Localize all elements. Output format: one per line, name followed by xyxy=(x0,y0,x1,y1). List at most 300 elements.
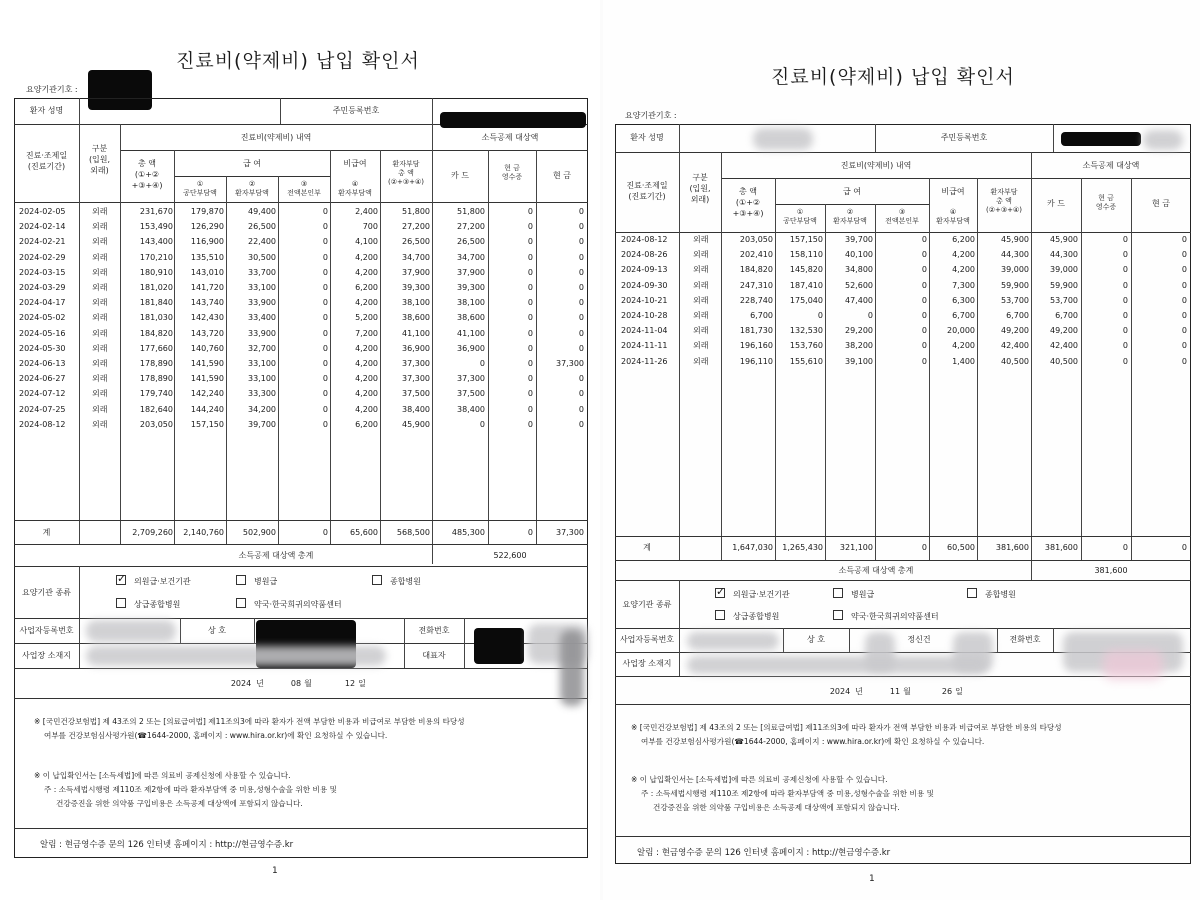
cell-patient-total: 39,300 xyxy=(402,283,430,292)
cell-patient-total: 42,400 xyxy=(1001,341,1029,351)
sum-row xyxy=(603,541,1200,555)
cell-patient: 39,700 xyxy=(845,235,873,244)
redaction-blur xyxy=(560,630,584,706)
table-row xyxy=(603,263,1200,277)
cell-full-self: 0 xyxy=(921,356,927,366)
cell-cash-receipt: 0 xyxy=(527,389,533,399)
cell-card: 40,500 xyxy=(1050,356,1078,366)
cell-patient-total: 36,900 xyxy=(402,343,430,353)
cell-card: 0 xyxy=(479,419,485,429)
checkbox-hospital[interactable] xyxy=(236,575,246,585)
card-header: 카 드 xyxy=(451,171,469,180)
cell-public: 132,530 xyxy=(789,326,823,336)
cell-patient: 30,500 xyxy=(248,252,276,262)
cell-date: 2024-08-12 xyxy=(19,419,66,429)
cell-patient: 38,200 xyxy=(845,341,873,351)
cell-date: 2024-05-16 xyxy=(19,328,66,338)
table-row xyxy=(0,296,600,310)
cell-cash-receipt: 0 xyxy=(527,222,533,232)
cell-patient: 33,100 xyxy=(248,374,276,384)
cell-public: 153,760 xyxy=(789,341,823,351)
cell-patient-total: 38,400 xyxy=(402,404,430,414)
cell-date: 2024-08-26 xyxy=(621,250,668,260)
deduct-total-label: 소득공제 대상액 총계 xyxy=(238,551,314,560)
cell-total: 196,160 xyxy=(739,341,773,351)
cell-cash-receipt: 0 xyxy=(527,252,533,262)
cell-card: 34,700 xyxy=(457,252,485,262)
cell-date: 2024-02-14 xyxy=(19,222,66,232)
cell-full-self: 0 xyxy=(322,359,328,368)
cell-full-self: 0 xyxy=(322,267,328,277)
note-2b: 주 : 소득세법시행령 제110조 제2항에 따라 환자부담액 중 미용,성형수술을 위한 비용 및 xyxy=(44,785,337,794)
cell-type: 외래 xyxy=(92,222,108,232)
sum-patient: 502,900 xyxy=(242,528,276,537)
check-icon: ✓ xyxy=(716,585,726,598)
cell-full-self: 0 xyxy=(322,283,328,292)
cell-patient-total: 37,300 xyxy=(402,374,430,384)
firm-label: 상 호 xyxy=(807,635,825,644)
card-header: 카 드 xyxy=(1047,199,1065,208)
cell-date: 2024-09-30 xyxy=(621,280,668,290)
cell-total: 202,410 xyxy=(739,250,773,260)
cell-full-self: 0 xyxy=(322,252,328,262)
cell-public: 135,510 xyxy=(190,252,224,262)
table-row xyxy=(603,339,1200,353)
cell-date: 2024-11-04 xyxy=(621,326,668,336)
cell-total: 177,660 xyxy=(139,343,173,353)
rep-label: 대표자 xyxy=(422,651,446,660)
cell-date: 2024-10-21 xyxy=(621,295,668,305)
cell-full-self: 0 xyxy=(921,280,927,290)
cell-nb-patient: 7,200 xyxy=(355,328,378,338)
cell-total: 178,890 xyxy=(139,359,173,368)
benefit-header: 급 여 xyxy=(243,159,261,168)
cash-header: 현 금 xyxy=(553,171,571,180)
sum-card: 485,300 xyxy=(451,528,485,537)
cell-full-self: 0 xyxy=(322,374,328,384)
cell-date: 2024-10-28 xyxy=(621,311,668,320)
cell-type: 외래 xyxy=(92,374,108,384)
table-row xyxy=(0,311,600,325)
cell-cash-receipt: 0 xyxy=(527,267,533,277)
cell-cash-receipt: 0 xyxy=(527,298,533,308)
full-self-header: ③ 전액본인부 xyxy=(287,180,321,197)
cell-cash-receipt: 0 xyxy=(1122,326,1128,336)
patient-burden-header: ② 환자부담액 xyxy=(235,180,269,197)
cell-cash: 0 xyxy=(1181,280,1187,290)
cell-patient: 52,600 xyxy=(845,280,873,290)
cell-nb-patient: 5,200 xyxy=(355,313,378,323)
sum-cash: 37,300 xyxy=(556,528,584,537)
note-2a: ※ 이 납입확인서는 [소득세법]에 따른 의료비 공제신청에 사용할 수 있습니다. xyxy=(34,771,291,780)
cell-nb-patient: 4,200 xyxy=(355,267,378,277)
cell-patient-total: 37,300 xyxy=(402,359,430,368)
table-row xyxy=(0,372,600,386)
cell-total: 184,820 xyxy=(739,265,773,275)
cell-nb-patient: 4,200 xyxy=(355,343,378,353)
cell-total: 153,490 xyxy=(139,222,173,232)
sum-cash: 0 xyxy=(1181,543,1187,552)
cell-cash: 0 xyxy=(578,404,584,414)
opt-general-label: 종합병원 xyxy=(390,577,421,586)
cell-cash: 0 xyxy=(578,237,584,247)
cell-full-self: 0 xyxy=(322,343,328,353)
cell-card: 42,400 xyxy=(1050,341,1078,351)
cell-patient-total: 45,900 xyxy=(1001,235,1029,244)
cell-nb-patient: 6,200 xyxy=(952,235,975,244)
cell-type: 외래 xyxy=(693,265,709,275)
alim-note: 알림 : 현금영수증 문의 126 인터넷 홈페이지 : http://현금영수증.kr xyxy=(637,848,891,858)
redaction-block xyxy=(440,112,586,128)
cell-type: 외래 xyxy=(92,389,108,399)
checkbox-clinic[interactable] xyxy=(116,572,127,585)
cell-public: 142,430 xyxy=(190,313,224,323)
cell-full-self: 0 xyxy=(322,222,328,232)
cell-total: 178,890 xyxy=(139,374,173,384)
cell-public: 179,870 xyxy=(190,207,224,216)
issue-day: 26 xyxy=(941,687,953,696)
sum-public: 1,265,430 xyxy=(782,543,823,552)
sum-patient: 321,100 xyxy=(839,543,873,552)
cell-patient: 33,700 xyxy=(248,267,276,277)
cell-date: 2024-02-05 xyxy=(19,207,66,216)
cell-cash-receipt: 0 xyxy=(1122,341,1128,351)
sum-cash-receipt: 0 xyxy=(527,528,533,537)
patient-total-header: 환자부담 총 액 (②+③+④) xyxy=(985,188,1023,214)
cell-type: 외래 xyxy=(693,295,709,305)
non-benefit-header: 비급여 xyxy=(343,159,367,168)
redaction-blur xyxy=(86,620,176,642)
cell-public: 157,150 xyxy=(190,419,224,429)
cell-nb-patient: 7,300 xyxy=(952,280,975,290)
cell-full-self: 0 xyxy=(921,326,927,336)
cell-patient-total: 40,500 xyxy=(1001,356,1029,366)
cell-cash: 0 xyxy=(578,313,584,323)
firm-label: 상 호 xyxy=(208,626,226,635)
cell-full-self: 0 xyxy=(322,313,328,323)
type-column-header: 구분 (입원, 외래) xyxy=(88,144,111,175)
table-row xyxy=(603,233,1200,247)
cell-nb-patient: 4,200 xyxy=(355,359,378,368)
cell-full-self: 0 xyxy=(322,389,328,399)
cell-patient: 33,100 xyxy=(248,283,276,292)
patient-name-label: 환자 성명 xyxy=(630,133,664,142)
cell-patient-total: 26,500 xyxy=(402,237,430,247)
issue-day: 12 xyxy=(344,679,356,688)
cell-full-self: 0 xyxy=(921,265,927,275)
table-row xyxy=(0,403,600,417)
cell-cash: 0 xyxy=(578,374,584,384)
cell-type: 외래 xyxy=(693,341,709,351)
cell-patient: 47,400 xyxy=(845,295,873,305)
opt-pharmacy-label: 약국·한국희귀의약품센터 xyxy=(851,612,939,621)
issue-month: 08 xyxy=(290,679,302,688)
sum-row xyxy=(0,526,600,540)
cell-date: 2024-06-27 xyxy=(19,374,66,384)
cell-date: 2024-11-11 xyxy=(621,341,668,351)
cash-receipt-header: 현 금 영수증 xyxy=(501,164,523,181)
deduct-total-value: 522,600 xyxy=(493,551,527,560)
cell-type: 외래 xyxy=(92,404,108,414)
sum-row-label: 계 xyxy=(643,543,651,552)
table-row xyxy=(0,220,600,234)
cell-type: 외래 xyxy=(92,252,108,262)
redaction-blur xyxy=(1143,130,1183,150)
cell-total: 181,840 xyxy=(139,298,173,308)
table-row xyxy=(603,294,1200,308)
document-title: 진료비(약제비) 납입 확인서 xyxy=(771,66,1015,88)
cell-date: 2024-11-26 xyxy=(621,356,668,366)
day-suffix: 일 xyxy=(358,679,366,688)
cell-date: 2024-03-29 xyxy=(19,283,66,292)
cell-total: 231,670 xyxy=(139,207,173,216)
cell-type: 외래 xyxy=(693,326,709,336)
cell-cash: 0 xyxy=(1181,295,1187,305)
cell-cash-receipt: 0 xyxy=(1122,280,1128,290)
cell-full-self: 0 xyxy=(921,250,927,260)
full-self-header: ③ 전액본인부 xyxy=(885,208,919,225)
cell-total: 181,730 xyxy=(739,326,773,336)
issue-month: 11 xyxy=(889,687,901,696)
cell-public: 142,240 xyxy=(190,389,224,399)
cell-full-self: 0 xyxy=(921,235,927,244)
cell-cash: 0 xyxy=(578,389,584,399)
cell-patient-total: 45,900 xyxy=(402,419,430,429)
sum-total: 2,709,260 xyxy=(132,528,173,537)
cell-patient: 22,400 xyxy=(248,237,276,247)
cell-full-self: 0 xyxy=(322,207,328,216)
cell-cash: 0 xyxy=(1181,311,1187,320)
month-suffix: 월 xyxy=(304,679,312,688)
checkbox-tertiary[interactable] xyxy=(715,610,725,620)
alim-note: 알림 : 현금영수증 문의 126 인터넷 홈페이지 : http://현금영수증.kr xyxy=(40,840,294,850)
deduct-header: 소득공제 대상액 xyxy=(1082,161,1140,170)
cell-type: 외래 xyxy=(92,283,108,292)
cell-public: 141,720 xyxy=(190,283,224,292)
nb-patient-header: ④ 환자부담액 xyxy=(338,180,372,197)
cell-cash-receipt: 0 xyxy=(527,374,533,384)
cell-card: 37,500 xyxy=(457,389,485,399)
cell-patient-total: 27,200 xyxy=(402,222,430,232)
cell-cash: 0 xyxy=(578,252,584,262)
cell-cash: 0 xyxy=(578,419,584,429)
note-1b: 여부를 건강보험심사평가원(☎1644-2000, 홈페이지 : www.hira.or.kr)에 확인 요청하실 수 있습니다. xyxy=(641,737,985,746)
redaction-block xyxy=(1061,132,1141,146)
cell-type: 외래 xyxy=(92,359,108,368)
year-suffix: 년 xyxy=(256,679,264,688)
redaction-block xyxy=(474,628,524,664)
cell-patient-total: 37,500 xyxy=(402,389,430,399)
cell-date: 2024-07-12 xyxy=(19,389,66,399)
cell-cash-receipt: 0 xyxy=(1122,356,1128,366)
cell-nb-patient: 6,200 xyxy=(355,283,378,292)
phone-label: 전화번호 xyxy=(1009,635,1041,644)
cell-full-self: 0 xyxy=(322,298,328,308)
year-suffix: 년 xyxy=(855,687,863,696)
cell-cash-receipt: 0 xyxy=(1122,235,1128,244)
biz-no-label: 사업자등록번호 xyxy=(19,626,74,635)
table-row xyxy=(0,387,600,401)
table-row xyxy=(0,205,600,219)
opt-pharmacy-label: 약국·한국희귀의약품센터 xyxy=(254,600,342,609)
cell-patient-total: 41,100 xyxy=(402,328,430,338)
cell-cash: 0 xyxy=(578,283,584,292)
cell-nb-patient: 4,200 xyxy=(355,404,378,414)
cell-nb-patient: 700 xyxy=(362,222,378,232)
cell-card: 51,800 xyxy=(457,207,485,216)
cell-public: 145,820 xyxy=(789,265,823,275)
checkbox-hospital[interactable] xyxy=(833,588,843,598)
cell-cash-receipt: 0 xyxy=(527,237,533,247)
cell-patient: 49,400 xyxy=(248,207,276,216)
cell-public: 158,110 xyxy=(789,250,823,260)
cell-public: 116,900 xyxy=(190,237,224,247)
cell-cash-receipt: 0 xyxy=(527,404,533,414)
day-suffix: 일 xyxy=(955,687,963,696)
cell-total: 203,050 xyxy=(139,419,173,429)
public-burden-header: ① 공단부담액 xyxy=(783,208,817,225)
cell-cash: 0 xyxy=(1181,326,1187,336)
opt-clinic-label: 의원급·보건기관 xyxy=(733,590,790,599)
cell-total: 6,700 xyxy=(750,311,773,320)
cell-patient-total: 6,700 xyxy=(1006,311,1029,320)
opt-clinic-label: 의원급·보건기관 xyxy=(134,577,191,586)
detail-header: 진료비(약제비) 내역 xyxy=(240,133,312,142)
document-title: 진료비(약제비) 납입 확인서 xyxy=(176,50,420,72)
opt-hospital-label: 병원급 xyxy=(254,577,278,586)
checkbox-pharmacy[interactable] xyxy=(236,598,246,608)
cell-cash-receipt: 0 xyxy=(527,359,533,368)
cell-full-self: 0 xyxy=(921,295,927,305)
cell-card: 38,100 xyxy=(457,298,485,308)
cell-cash: 0 xyxy=(578,298,584,308)
checkbox-tertiary[interactable] xyxy=(116,598,126,608)
sum-cash-receipt: 0 xyxy=(1122,543,1128,552)
cell-total: 181,020 xyxy=(139,283,173,292)
redaction-blur xyxy=(86,646,386,666)
table-row xyxy=(603,279,1200,293)
cell-patient: 39,700 xyxy=(248,419,276,429)
check-icon: ✓ xyxy=(117,572,127,585)
cell-public: 143,720 xyxy=(190,328,224,338)
cell-date: 2024-08-12 xyxy=(621,235,668,244)
cell-type: 외래 xyxy=(693,250,709,260)
cell-public: 141,590 xyxy=(190,359,224,368)
note-2c: 건강증진을 위한 의약품 구입비용은 소득공제 대상액에 포함되지 않습니다. xyxy=(56,799,303,808)
cell-patient-total: 39,000 xyxy=(1001,265,1029,275)
cell-patient: 29,200 xyxy=(845,326,873,336)
cell-total: 179,740 xyxy=(139,389,173,399)
sum-nb-patient: 60,500 xyxy=(947,543,975,552)
non-benefit-header: 비급여 xyxy=(941,187,965,196)
cell-type: 외래 xyxy=(92,343,108,353)
cell-date: 2024-03-15 xyxy=(19,267,66,277)
note-1b: 여부를 건강보험심사평가원(☎1644-2000, 홈페이지 : www.hira.or.kr)에 확인 요청하실 수 있습니다. xyxy=(44,731,388,740)
cell-nb-patient: 4,200 xyxy=(952,250,975,260)
table-row xyxy=(603,309,1200,323)
cell-card: 38,400 xyxy=(457,404,485,414)
cell-public: 155,610 xyxy=(789,356,823,366)
cell-patient: 34,800 xyxy=(845,265,873,275)
public-burden-header: ① 공단부담액 xyxy=(183,180,217,197)
cell-patient: 33,100 xyxy=(248,359,276,368)
cell-public: 143,010 xyxy=(190,267,224,277)
cell-type: 외래 xyxy=(92,328,108,338)
cell-cash-receipt: 0 xyxy=(527,328,533,338)
cell-full-self: 0 xyxy=(322,328,328,338)
cell-cash-receipt: 0 xyxy=(1122,295,1128,305)
cell-patient-total: 38,600 xyxy=(402,313,430,323)
note-2a: ※ 이 납입확인서는 [소득세법]에 따른 의료비 공제신청에 사용할 수 있습니다. xyxy=(631,775,888,784)
checkbox-clinic[interactable] xyxy=(715,585,726,598)
cell-total: 184,820 xyxy=(139,328,173,338)
sum-row-label: 계 xyxy=(42,528,51,537)
checkbox-general[interactable] xyxy=(967,588,977,598)
cell-type: 외래 xyxy=(92,419,108,429)
cell-card: 41,100 xyxy=(457,328,485,338)
deduct-header: 소득공제 대상액 xyxy=(481,133,539,142)
table-row xyxy=(603,248,1200,262)
cell-card: 38,600 xyxy=(457,313,485,323)
table-row xyxy=(0,235,600,249)
cell-nb-patient: 6,300 xyxy=(952,295,975,305)
cell-nb-patient: 1,400 xyxy=(952,356,975,366)
month-suffix: 월 xyxy=(903,687,911,696)
cell-total: 228,740 xyxy=(739,295,773,305)
cell-nb-patient: 6,200 xyxy=(355,419,378,429)
table-row xyxy=(603,324,1200,338)
cell-card: 49,200 xyxy=(1050,326,1078,336)
cell-public: 126,290 xyxy=(190,222,224,232)
deduct-total-value: 381,600 xyxy=(1094,566,1128,575)
issue-year: 2024 xyxy=(829,687,851,696)
note-2b: 주 : 소득세법시행령 제110조 제2항에 따라 환자부담액 중 미용,성형수술을 위한 비용 및 xyxy=(641,789,934,798)
sum-full-self: 0 xyxy=(921,543,927,552)
cell-patient: 33,900 xyxy=(248,328,276,338)
cell-card: 44,300 xyxy=(1050,250,1078,260)
checkbox-pharmacy[interactable] xyxy=(833,610,843,620)
cell-nb-patient: 4,200 xyxy=(355,389,378,399)
cell-cash-receipt: 0 xyxy=(527,419,533,429)
cell-public: 187,410 xyxy=(789,280,823,290)
checkbox-general[interactable] xyxy=(372,575,382,585)
phone-label: 전화번호 xyxy=(418,626,450,635)
note-1a: ※ [국민건강보험법] 제 43조의 2 또는 [의료급여법] 제11조의3에 따라 환자가 전액 부담한 비용과 비급여로 부담한 비용의 타당성 xyxy=(631,723,1062,732)
cell-type: 외래 xyxy=(92,267,108,277)
receipt-document-right xyxy=(603,0,1200,900)
cell-card: 6,700 xyxy=(1055,311,1078,320)
date-column-header: 진료·조제일 (진료기간) xyxy=(626,181,668,201)
total-amount-header: 총 액 (①+② +③+④) xyxy=(732,187,764,218)
cell-card: 37,300 xyxy=(457,374,485,384)
cell-cash-receipt: 0 xyxy=(527,207,533,216)
cell-type: 외래 xyxy=(92,207,108,216)
cell-card: 26,500 xyxy=(457,237,485,247)
deduct-total-label: 소득공제 대상액 총계 xyxy=(838,566,914,575)
patient-total-header: 환자부담 총 액 (②+③+④) xyxy=(387,160,425,186)
cell-public: 141,590 xyxy=(190,374,224,384)
cell-patient: 40,100 xyxy=(845,250,873,260)
cell-public: 0 xyxy=(817,311,823,320)
table-row xyxy=(0,342,600,356)
cell-date: 2024-06-13 xyxy=(19,359,66,368)
firm-name-partial: 정신건 xyxy=(907,635,931,644)
cell-total: 247,310 xyxy=(739,280,773,290)
cell-card: 37,900 xyxy=(457,267,485,277)
page-number: 1 xyxy=(272,866,278,876)
table-row xyxy=(0,357,600,371)
total-amount-header: 총 액 (①+② +③+④) xyxy=(131,159,163,190)
